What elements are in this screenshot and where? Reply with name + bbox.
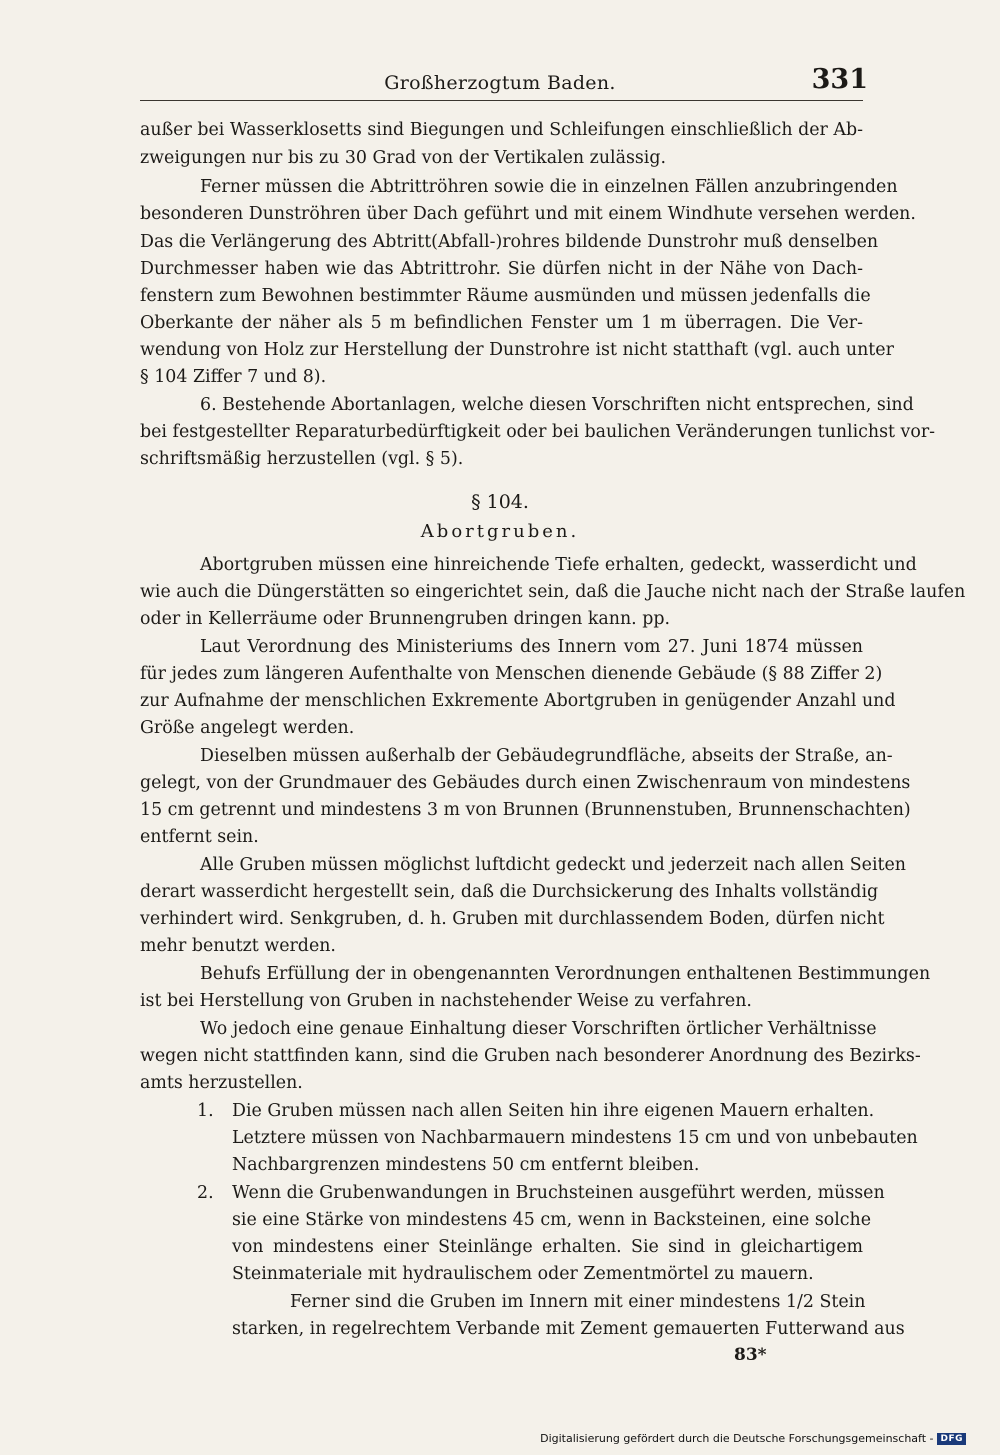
text-line: Behufs Erfüllung der in obengenannten Verordnungen enthaltenen Bestimmungen — [200, 964, 931, 984]
text-line: Das die Verlängerung des Abtritt(Abfall-)rohres bildende Dunstrohr muß denselben — [140, 232, 879, 252]
banner-text: Digitalisierung gefördert durch die Deutsche Forschungsgemeinschaft - — [540, 1432, 934, 1445]
text-line: Größe angelegt werden. — [140, 718, 355, 738]
text-line: Oberkante der näher als 5 m befindlichen Fenster um 1 m überragen. Die Ver- — [140, 313, 863, 333]
list-number: 1. — [197, 1101, 214, 1121]
list-item-line: Steinmateriale mit hydraulischem oder Zementmörtel zu mauern. — [232, 1264, 814, 1284]
text-line: wegen nicht stattfinden kann, sind die Gruben nach besonderer Anordnung des Bezirks- — [140, 1046, 921, 1066]
text-line: oder in Kellerräume oder Brunnengruben dringen kann. pp. — [140, 609, 670, 629]
text-line: gelegt, von der Grundmauer des Gebäudes durch einen Zwischenraum von mindestens — [140, 773, 911, 793]
text-line: Ferner müssen die Abtrittröhren sowie die in einzelnen Fällen anzubringenden — [200, 177, 898, 197]
text-line: fenstern zum Bewohnen bestimmter Räume ausmünden und müssen jedenfalls die — [140, 286, 871, 306]
text-line: derart wasserdicht hergestellt sein, daß die Durchsickerung des Inhalts vollständig — [140, 882, 879, 902]
text-line: entfernt sein. — [140, 827, 259, 847]
signature-mark: 83* — [734, 1345, 767, 1365]
page-number: 331 — [811, 64, 868, 95]
text-line: Abortgruben müssen eine hinreichende Tiefe erhalten, gedeckt, wasserdicht und — [200, 555, 917, 575]
text-line: für jedes zum längeren Aufenthalte von Menschen dienende Gebäude (§ 88 Ziffer 2) — [140, 664, 883, 684]
text-line: wendung von Holz zur Herstellung der Dunstrohre ist nicht statthaft (vgl. auch unter — [140, 340, 894, 360]
text-line: Wo jedoch eine genaue Einhaltung dieser Vorschriften örtlicher Verhältnisse — [200, 1019, 877, 1039]
text-line: besonderen Dunströhren über Dach geführt und mit einem Windhute versehen werden. — [140, 204, 916, 224]
text-line: wie auch die Düngerstätten so eingerichtet sein, daß die Jauche nicht nach der Straße laufen — [140, 582, 966, 602]
text-line: Durchmesser haben wie das Abtrittrohr. Sie dürfen nicht in der Nähe von Dach- — [140, 259, 863, 279]
text-line: amts herzustellen. — [140, 1073, 303, 1093]
list-item-line: Nachbargrenzen mindestens 50 cm entfernt bleiben. — [232, 1155, 700, 1175]
digitization-banner — [540, 1432, 966, 1445]
text-line: 6. Bestehende Abortanlagen, welche diesen Vorschriften nicht entsprechen, sind — [200, 395, 914, 415]
list-item-line: sie eine Stärke von mindestens 45 cm, wenn in Backsteinen, eine solche — [232, 1210, 872, 1230]
list-item-line: starken, in regelrechtem Verbande mit Zement gemauerten Futterwand aus — [232, 1319, 905, 1339]
text-line: Laut Verordnung des Ministeriums des Innern vom 27. Juni 1874 müssen — [200, 637, 863, 657]
text-line: verhindert wird. Senkgruben, d. h. Gruben mit durchlassendem Boden, dürfen nicht — [140, 909, 885, 929]
text-line: mehr benutzt werden. — [140, 936, 336, 956]
text-line: ist bei Herstellung von Gruben in nachstehender Weise zu verfahren. — [140, 991, 752, 1011]
text-line: Dieselben müssen außerhalb der Gebäudegrundfläche, abseits der Straße, an- — [200, 746, 893, 766]
section-title: Abortgruben. — [420, 521, 580, 542]
text-line: zur Aufnahme der menschlichen Exkremente Abortgruben in genügender Anzahl und — [140, 691, 896, 711]
text-line: § 104 Ziffer 7 und 8). — [140, 367, 327, 387]
text-line: 15 cm getrennt und mindestens 3 m von Brunnen (Brunnenstuben, Brunnenschachten) — [140, 800, 911, 820]
header-rule — [140, 100, 863, 101]
text-line: außer bei Wasserklosetts sind Biegungen und Schleifungen einschließlich der Ab- — [140, 120, 863, 140]
text-line: schriftsmäßig herzustellen (vgl. § 5). — [140, 449, 464, 469]
dfg-logo: DFG — [937, 1433, 966, 1445]
text-line: bei festgestellter Reparaturbedürftigkeit oder bei baulichen Veränderungen tunlichst vor- — [140, 422, 936, 442]
text-line: Alle Gruben müssen möglichst luftdicht gedeckt und jederzeit nach allen Seiten — [200, 855, 907, 875]
list-item-line: Wenn die Grubenwandungen in Bruchsteinen ausgeführt werden, müssen — [232, 1183, 885, 1203]
list-item-line: von mindestens einer Steinlänge erhalten. Sie sind in gleichartigem — [232, 1237, 863, 1257]
section-number: § 104. — [471, 491, 529, 513]
running-header-title: Großherzogtum Baden. — [384, 72, 616, 94]
list-item-line: Letztere müssen von Nachbarmauern mindestens 15 cm und von unbebauten — [232, 1128, 918, 1148]
list-item-line: Die Gruben müssen nach allen Seiten hin ihre eigenen Mauern erhalten. — [232, 1101, 875, 1121]
list-item-line: Ferner sind die Gruben im Innern mit einer mindestens 1/2 Stein — [290, 1292, 866, 1312]
list-number: 2. — [197, 1183, 214, 1203]
text-line: zweigungen nur bis zu 30 Grad von der Vertikalen zulässig. — [140, 148, 667, 168]
